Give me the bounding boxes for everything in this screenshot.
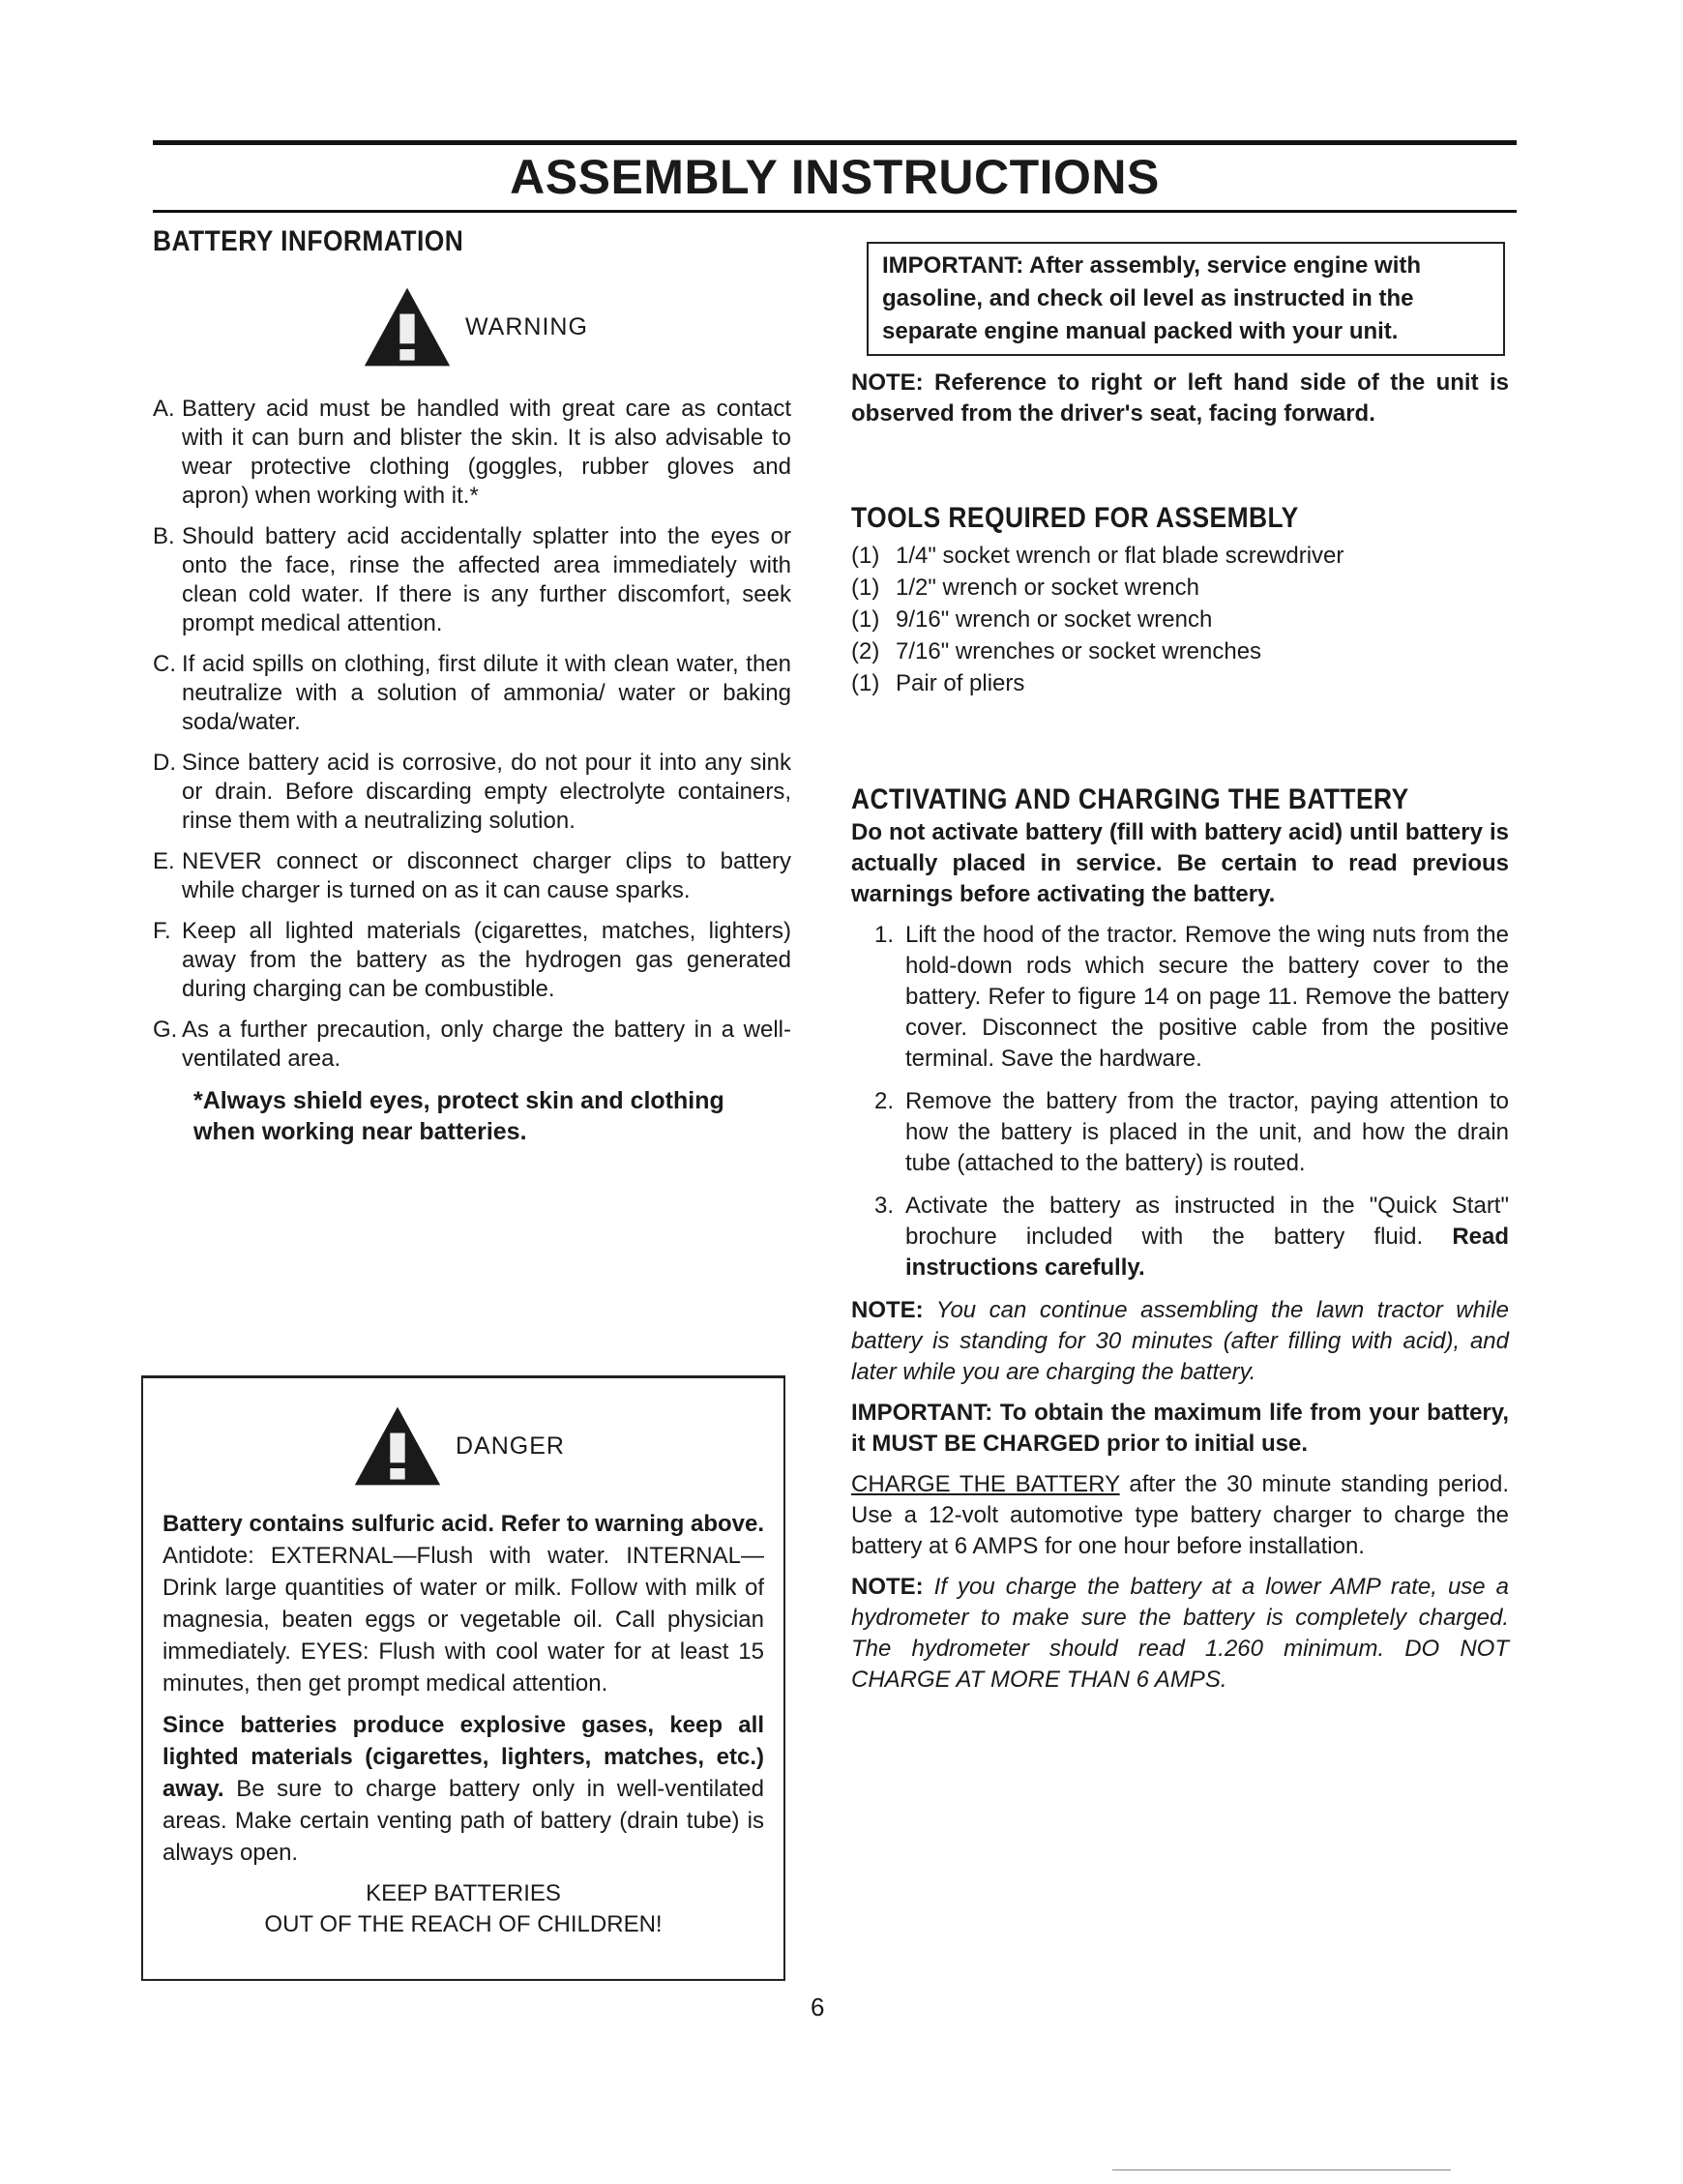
list-item: (1) 1/4" socket wrench or flat blade screwdriver <box>851 543 1344 569</box>
tools-heading: TOOLS REQUIRED FOR ASSEMBLY <box>851 502 1299 534</box>
important-box: IMPORTANT: After assembly, service engine with gasoline, and check oil level as instructed in the separate engine manual packed with your unit. <box>867 242 1505 356</box>
danger-box <box>141 1375 785 1981</box>
activating-intro: Do not activate battery (fill with battery acid) until battery is actually placed in service. Be certain to read previous warnings before activating the battery. <box>851 819 1509 907</box>
list-item: D. Since battery acid is corrosive, do not pour it into any sink or drain. Before discarding empty electrolyte containers, rinse them with a neutralizing solution. <box>153 750 791 834</box>
list-item: F. Keep all lighted materials (cigarettes, matches, lighters) away from the battery as the hydrogen gas generated during charging can be combustible. <box>153 918 791 1002</box>
danger-paragraph-2: Since batteries produce explosive gases, keep all lighted materials (cigarettes, lighters, matches, etc.) away. Be sure to charge battery only in well-ventilated areas. Make certain venting path of battery (drain tube) is always open. <box>162 1712 764 1866</box>
title-rule <box>153 210 1517 213</box>
reach-of-children-line: OUT OF THE REACH OF CHILDREN! <box>264 1911 663 1937</box>
list-item: G. As a further precaution, only charge the battery in a well-ventilated area. <box>153 1017 791 1072</box>
standing-note: NOTE: You can continue assembling the lawn tractor while battery is standing for 30 minutes (after filling with acid), and later while you are charging the battery. <box>851 1297 1509 1385</box>
list-item: 2. Remove the battery from the tractor, paying attention to how the battery is placed in the unit, and how the drain tube (attached to the battery) is routed. <box>873 1088 1509 1176</box>
activating-heading: ACTIVATING AND CHARGING THE BATTERY <box>851 783 1409 815</box>
danger-callout <box>351 1398 764 1494</box>
charge-paragraph: CHARGE THE BATTERY after the 30 minute standing period. Use a 12-volt automotive type battery charger to charge the battery at 6 AMPS for one hour before installation. <box>851 1471 1509 1559</box>
list-item: C. If acid spills on clothing, first dilute it with clean water, then neutralize with a solution of ammonia/ water or baking soda/water. <box>153 651 791 735</box>
warning-callout <box>361 280 791 373</box>
top-rule <box>153 140 1517 145</box>
list-item: (1) 9/16" wrench or socket wrench <box>851 606 1213 633</box>
battery-info-heading: BATTERY INFORMATION <box>153 225 464 257</box>
reference-note: NOTE: Reference to right or left hand side of the unit is observed from the driver's seat, facing forward. <box>851 369 1509 427</box>
tools-list <box>851 540 1509 699</box>
list-item: (2) 7/16" wrenches or socket wrenches <box>851 638 1262 664</box>
left-column <box>153 224 791 1147</box>
list-item: E. NEVER connect or disconnect charger clips to battery while charger is turned on as it can cause sparks. <box>153 848 791 903</box>
page-title: ASSEMBLY INSTRUCTIONS <box>510 150 1160 204</box>
warning-label: WARNING <box>465 312 588 340</box>
warning-triangle-icon <box>361 283 454 370</box>
danger-paragraph-1: Battery contains sulfuric acid. Refer to warning above. Antidote: EXTERNAL—Flush with water. INTERNAL—Drink large quantities of water or milk. Follow with milk of magnesia, beaten eggs or vegetable oil. Call physician immediately. EYES: Flush with cool water for at least 15 minutes, then get prompt medical attention. <box>162 1511 764 1697</box>
page-number: 6 <box>811 1992 825 2022</box>
important-charge-note: IMPORTANT: To obtain the maximum life from your battery, it MUST BE CHARGED prior to initial use. <box>851 1400 1509 1457</box>
list-item: B. Should battery acid accidentally splatter into the eyes or onto the face, rinse the affected area immediately with clean cold water. If there is any further discomfort, seek prompt medical attention. <box>153 523 791 636</box>
bottom-rule <box>1112 2169 1451 2170</box>
list-item: 1. Lift the hood of the tractor. Remove the wing nuts from the hold-down rods which secure the battery cover to the battery. Refer to figure 14 on page 11. Remove the battery cover. Disconnect the positive cable from the positive terminal. Save the hardware. <box>873 922 1509 1072</box>
list-item: (1) 1/2" wrench or socket wrench <box>851 575 1199 601</box>
danger-triangle-icon <box>351 1402 444 1490</box>
keep-batteries-line: KEEP BATTERIES <box>366 1880 561 1906</box>
danger-label: DANGER <box>456 1431 565 1460</box>
activation-steps <box>851 920 1509 1284</box>
list-item: A. Battery acid must be handled with great care as contact with it can burn and blister the skin. It is also advisable to wear protective clothing (goggles, rubber gloves and apron) when working with it.* <box>153 396 791 509</box>
shield-note: *Always shield eyes, protect skin and clothing when working near batteries. <box>193 1087 724 1145</box>
battery-warning-list <box>153 395 791 1074</box>
hydrometer-note: NOTE: If you charge the battery at a lower AMP rate, use a hydrometer to make sure the battery is completely charged. The hydrometer should read 1.260 minimum. DO NOT CHARGE AT MORE THAN 6 AMPS. <box>851 1574 1509 1693</box>
list-item: (1) Pair of pliers <box>851 670 1025 696</box>
right-column <box>851 242 1509 1696</box>
list-item: 3. Activate the battery as instructed in the "Quick Start" brochure included with the battery fluid. Read instructions carefully. <box>873 1193 1510 1281</box>
